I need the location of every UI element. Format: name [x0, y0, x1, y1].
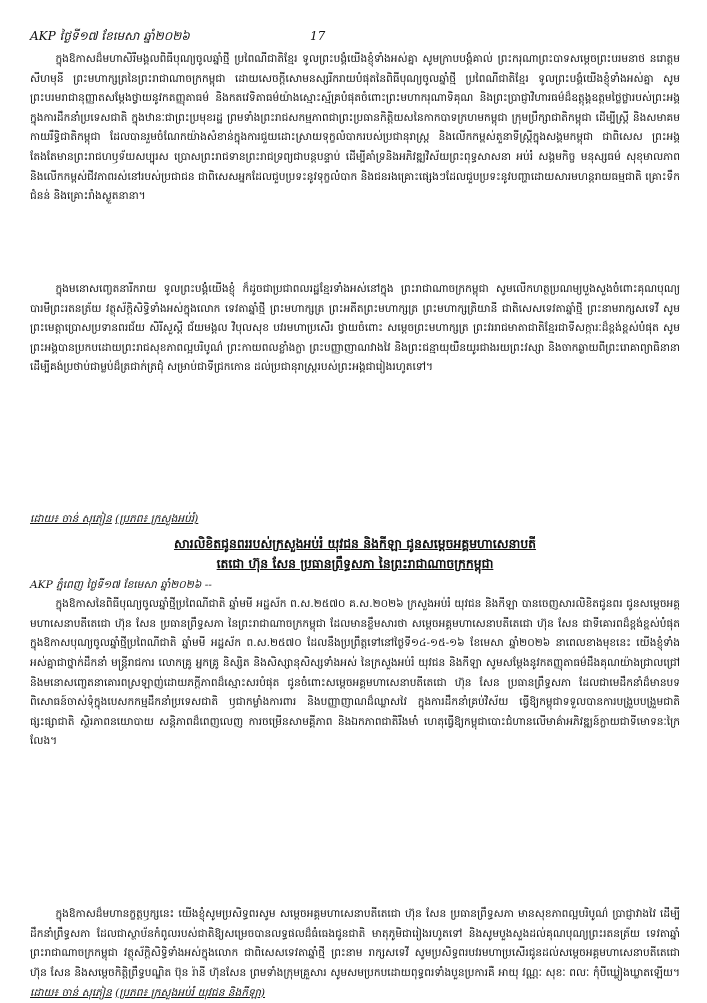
article-2-byline-author: ដោយ៖ ចាន់ សុភៀន: [30, 986, 112, 999]
article-2-title-line-2: តេជោ ហ៊ុន សែន ប្រធានព្រឹទ្ធសភា នៃព្រះរាជាណាចក្រកម្ពុជា: [216, 555, 494, 571]
article-1-paragraph-1: ក្នុងឱកាសដ៏មហាសិរីមង្គលពិធីបុណ្យចូលឆ្នាំថ្មី ប្រពៃណីជាតិខ្មែរ ទូលព្រះបង្គំយើងខ្ញុំទាំងអស់គ្នា សូមក្រាបបង្គំគាល់ ព្រះករុណាព្រះបាទសម្តេចព្រះបរមនាថ នរោត្តម សីហមុនី ព្រះមហាក្សត្រនៃព្រះរាជាណាចក្រកម្ពុជា ដោយសេចក្តីសោមនស្សរីករាយបំផុតនៃពិធីបុណ្យចូលឆ្នាំថ្មី ប្រពៃណីជាតិខ្មែរ ទូលព្រះបង្គំយើងខ្ញុំទាំងអស់គ្នា សូមព្រះបរមរាជានុញ្ញាតសម្តែងថ្វាយនូវកតញ្ញុតាធម៌ និងកតវេទិតាធម៌យ៉ាងស្មោះស្ម័គ្របំផុតចំពោះព្រះមហាករុណាទិគុណ និងព្រះប្រាជ្ញាវិហារធម៌ដ៏ឧត្តុង្គឧត្តមថ្លៃថ្លារបស់ព្រះអង្គ ក្នុងការដឹកនាំប្រទេសជាតិ ក្នុងឋានៈជាព្រះប្រមុខរដ្ឋ ព្រមទាំងព្រះរាជសកម្មភាពជាព្រះប្រធានកិត្តិយសនៃកាកបាទក្រហមកម្ពុជា ក្រុមប្រឹក្សាជាតិកម្ពុជា ដើម្បីស្ត្រី និងសមាគមកាយរឹទ្ធិជាតិកម្ពុជា ដែលបានរួមចំណែកយ៉ាងសំខាន់ក្នុងការជួយដោះស្រាយទុក្ខលំបាករបស់ប្រជានុរាស្ត្រ និងលើកកម្ពស់តួនាទីស្ត្រីក្នុងសង្គមកម្ពុជា ជាពិសេស ព្រះអង្គតែងតែមានព្រះរាជហឫទ័យសប្បុរស ប្រោសព្រះរាជទានព្រះរាជទ្រព្យជាបន្តបន្ទាប់ ដើម្បីគាំទ្រនិងអភិវឌ្ឍវិស័យព្រះពុទ្ធសាសនា អប់រំ សង្គមកិច្ច មនុស្សធម៌ សុខុមាលភាព និងលើកកម្ពស់ជីវភាពរស់នៅរបស់ប្រជាជន ជាពិសេសអ្នកដែលជួបប្រទះនូវទុក្ខលំបាក និងជនរងគ្រោះផ្សេងៗដែលជួបប្រទះនូវបញ្ហាដោយសារមហន្តរាយធម្មជាតិ គ្រោះទឹកជំនន់ និងគ្រោះរាំងស្ងួតនានា។: [30, 53, 680, 203]
document-page: [30, 28, 680, 1003]
article-2-byline: [30, 987, 265, 999]
article-2-paragraph-2: [30, 905, 680, 1003]
article-1-byline-author: ដោយ៖ ចាន់ សុភៀន: [30, 513, 112, 525]
article-1-byline-source: (ប្រភព៖ ក្រសួងអប់រំ): [115, 513, 199, 525]
header-date: AKP ថ្ងៃទី១៧ ខែមេសា ឆ្នាំ២០២៦: [30, 29, 190, 43]
article-1: [30, 50, 680, 530]
article-1-paragraph-2: ក្នុងមនោសញ្ចេតនារីករាយ ទូលព្រះបង្គំយើងខ្ញុំ ក៏ដូចជាប្រជាពលរដ្ឋខ្មែរទាំងអស់នៅក្នុង ព្រះរាជាណាចក្រកម្ពុជា សូមលើកហត្ថប្រណម្យបួងសួងចំពោះគុណបុណ្យបារមីព្រះរតនត្រ័យ វត្ថុស័ក្តិសិទ្ធិទាំងអស់ក្នុងលោក ទេវតាឆ្នាំថ្មី ព្រះមហាក្សត្រ ព្រះអតីតព្រះមហាក្សត្រ ព្រះមហាក្សត្រិយានី ជាតិសេសទេវតាឆ្នាំថ្មី ព្រះនាមរាក្សសទេវី សូមព្រះមេត្តាប្រោសប្រទានពរជ័យ សិរីសួស្តី ជ័យមង្គល វិបុលសុខ បវរមហាប្រសើរ ថ្វាយចំពោះ សម្តេចព្រះមហាក្សត្រ ព្រះវររាជមាតាជាតិខ្មែរជាទីសក្ការៈដ៏ខ្ពង់ខ្ពស់បំផុត សូមព្រះអង្គបានប្រកបដោយព្រះរាជសុខភាពល្អបរិបូណ៌ ព្រះកាយពលខ្លាំងក្លា ព្រះបញ្ញាញាណវាងវៃ និងព្រះជន្មាយុយឺនយូរជាងរយព្រះវស្សា និងចាកឆ្ងាយពីព្រះរោគាព្យាធិនានា ដើម្បីគង់ប្រថាប់ជាម្លប់ដ៏ត្រជាក់ត្រជុំ សម្រាប់ជាទីជ្រកកោន ដល់ប្រជានុរាស្ត្ររបស់ព្រះអង្គជារៀងរហូតទៅ។: [30, 283, 680, 374]
article-1-byline: [30, 510, 680, 530]
article-2-byline-source: (ប្រភព៖ ក្រសួងអប់រំ យុវជន និងកីឡា): [115, 986, 266, 999]
article-2-dateline: AKP ភ្នំពេញ ថ្ងៃទី១៧ ខែមេសា ឆ្នាំ២០២៦ --: [30, 578, 212, 591]
page-number: 17: [310, 29, 326, 43]
article-2-title-line-1: សារលិខិតជូនពររបស់ក្រសួងអប់រំ យុវជន និងកីឡា ជូនសម្តេចអគ្គមហាសេនាបតី: [173, 535, 537, 551]
article-2-title: [30, 534, 680, 574]
page-header: [30, 28, 680, 50]
article-2-paragraph-1: ក្នុងឱកាសនៃពិធីបុណ្យចូលឆ្នាំថ្មីប្រពៃណីជាតិ ឆ្នាំមមី អដ្ឋស័ក ព.ស.២៥៧០ គ.ស.២០២៦ ក្រសួងអប់រំ យុវជន និងកីឡា បានចេញសារលិខិតជូនពរ ជូនសម្តេចអគ្គមហាសេនាបតីតេជោ ហ៊ុន សែន ប្រធានព្រឹទ្ធសភា នៃព្រះរាជាណាចក្រកម្ពុជា ដែលមានខ្លឹមសារថា សម្តេចអគ្គមហាសេនាបតីតេជោ ហ៊ុន សែន ជាទីគោរពដ៏ខ្ពង់ខ្ពស់បំផុត ក្នុងឱកាសបុណ្យចូលឆ្នាំថ្មីប្រពៃណីជាតិ ឆ្នាំមមី អដ្ឋស័ក ព.ស.២៥៧០ ដែលនឹងប្រព្រឹត្តទៅនៅថ្ងៃទី១៤-១៥-១៦ ខែមេសា ឆ្នាំ២០២៦ នាពេលខាងមុខនេះ យើងខ្ញុំទាំងអស់គ្នាជាថ្នាក់ដឹកនាំ មន្ត្រីរាជការ លោកគ្រូ អ្នកគ្រូ និស្សិត និងសិស្សានុសិស្សទាំងអស់ នៃក្រសួងអប់រំ យុវជន និងកីឡា សូមសម្តែងនូវកតញ្ញុតាធម៌ដឹងគុណយ៉ាងជ្រាលជ្រៅ និងមនោសញ្ចេតនាគោរពស្រឡាញ់ដោយភក្តីភាពដ៏ស្មោះសរបំផុត ជូនចំពោះសម្តេចអគ្គមហាសេនាបតីតេជោ ហ៊ុន សែន ប្រធានព្រឹទ្ធសភា ដែលជាមេដឹកនាំដ៏មានបទពិសោធន៍ចាស់ទុំក្នុងបេសកកម្មដឹកនាំប្រទេសជាតិ ឫជាកម្លាំងការពារ និងបញ្ញាញាណដ៏ឈ្លាសវៃ ក្នុងការដឹកនាំគ្រប់វិស័យ ធ្វើឱ្យកម្ពុជាទទួលបានការបង្រួបបង្រួមជាតិ ផ្សះផ្សាជាតិ ស្ថិរភាពនយោបាយ សន្តិភាពដ៏ពេញលេញ ការចម្រើនសាមគ្គីភាព និងឯកភាពជាតិរឹងមាំ ហេតុធ្វើឱ្យកម្ពុជាបោះជំហានលើមាគ៌ាអភិវឌ្ឍន៍ក្លាយជាទីមោទនៈក្រៃលែង។: [30, 598, 680, 748]
article-2-paragraph-2-text: ក្នុងឱកាសដ៏មហានក្ខត្តឫក្សនេះ យើងខ្ញុំសូមប្រសិទ្ធពរសូម សម្តេចអគ្គមហាសេនាបតីតេជោ ហ៊ុន សែន ប្រធានព្រឹទ្ធសភា មានសុខភាពល្អបរិបូណ៌ ប្រាជ្ញាវាងវៃ ដើម្បីដឹកនាំព្រឹទ្ធសភា ដែលជាស្ថាប័នកំពូលរបស់ជាតិឱ្យសម្រេចបានលទ្ធផលដ៏ធំធេងជូនជាតិ មាតុភូមិជារៀងរហូតទៅ និងសូមបួងសួងដល់គុណបុណ្យព្រះរតនត្រ័យ ទេវតាឆ្នាំព្រះរាជាណាចក្រកម្ពុជា វត្ថុស័ក្តិសិទ្ធិទាំងអស់ក្នុងលោក ជាពិសេសទេវតាឆ្នាំថ្មី ព្រះនាម រាក្សសទេវី សូមប្រសិទ្ធពរបវរមហាប្រសើរជូនដល់សម្តេចអគ្គមហាសេនាបតីតេជោ ហ៊ុន សែន និងសម្តេចកិត្តិព្រឹទ្ធបណ្ឌិត ប៊ុន រ៉ានី ហ៊ុនសែន ព្រមទាំងក្រុមគ្រួសារ សូមសមប្រកបដោយពុទ្ធពរទាំងបួនប្រការគឺ អាយុ វណ្ណៈ សុខៈ ពលៈ កុំបីឃ្លៀងឃ្លាតឡើយ។: [30, 908, 680, 979]
article-2: [30, 534, 680, 1003]
